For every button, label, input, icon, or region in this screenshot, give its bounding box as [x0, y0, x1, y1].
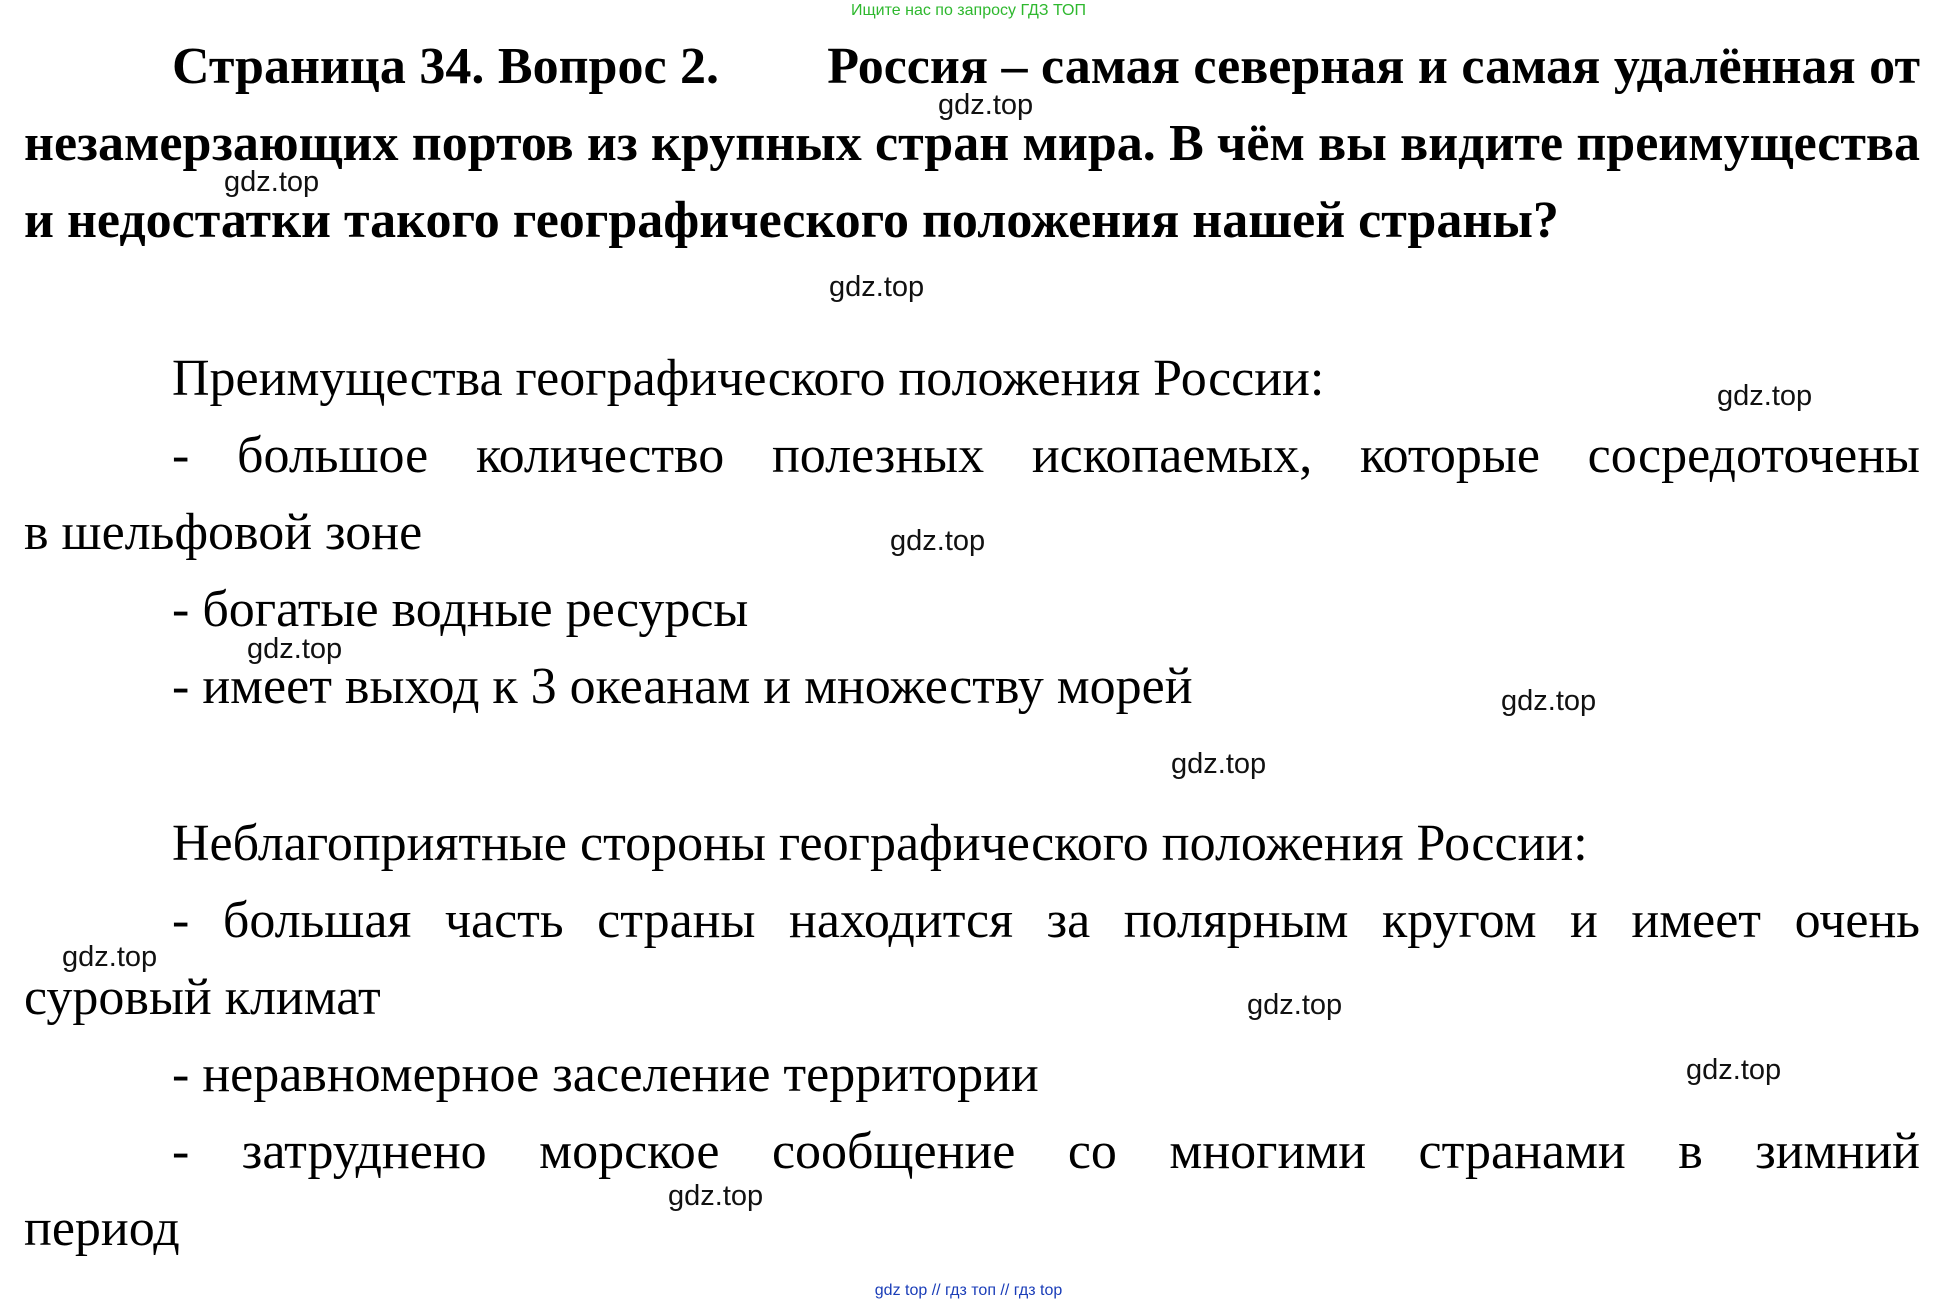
- watermark: gdz.top: [1247, 989, 1343, 1021]
- watermark: gdz.top: [890, 525, 986, 557]
- watermark: gdz.top: [1686, 1054, 1782, 1086]
- advantage-item-1-line1: - большое количество полезных ископаемых, которые сосредоточены: [172, 427, 1920, 484]
- disadvantage-item-2: - неравномерное заселение территории: [172, 1046, 1039, 1103]
- watermark: gdz.top: [1501, 685, 1597, 717]
- disadvantage-item-1-line2: суровый климат: [24, 969, 381, 1026]
- watermark: gdz.top: [1171, 748, 1267, 780]
- advantage-item-2: - богатые водные ресурсы: [172, 581, 749, 638]
- advantages-heading: Преимущества географического положения России:: [172, 350, 1325, 407]
- footer: gdz top // гдз топ // гдз top: [874, 1282, 1063, 1299]
- disadvantage-item-1-line1: - большая часть страны находится за полярным кругом и имеет очень: [172, 892, 1920, 949]
- watermark: gdz.top: [1717, 380, 1813, 412]
- advantage-item-3: - имеет выход к 3 океанам и множеству морей: [172, 658, 1193, 715]
- watermark: gdz.top: [247, 633, 343, 665]
- watermark: gdz.top: [224, 166, 320, 198]
- watermark: gdz.top: [668, 1180, 764, 1212]
- question-block: [24, 28, 1920, 259]
- advantage-item-1-line2: в шельфовой зоне: [24, 504, 423, 561]
- watermark: gdz.top: [62, 941, 158, 973]
- question-text: Россия – самая северная и самая удалённая от незамерзающих портов из крупных стран мира. В чём вы видите преимущества и недостатки такого географического положения нашей страны?: [24, 38, 1921, 249]
- disadvantage-item-3-line1: - затруднено морское сообщение со многими странами в зимний: [172, 1123, 1920, 1180]
- disadvantage-item-3-line2: период: [24, 1200, 180, 1257]
- disadvantages-heading: Неблагоприятные стороны географического положения России:: [172, 815, 1588, 872]
- question-label: Страница 34. Вопрос 2.: [172, 38, 720, 95]
- top-banner: Ищите нас по запросу ГДЗ ТОП: [851, 2, 1086, 19]
- watermark: gdz.top: [829, 271, 925, 303]
- watermark: gdz.top: [938, 89, 1034, 121]
